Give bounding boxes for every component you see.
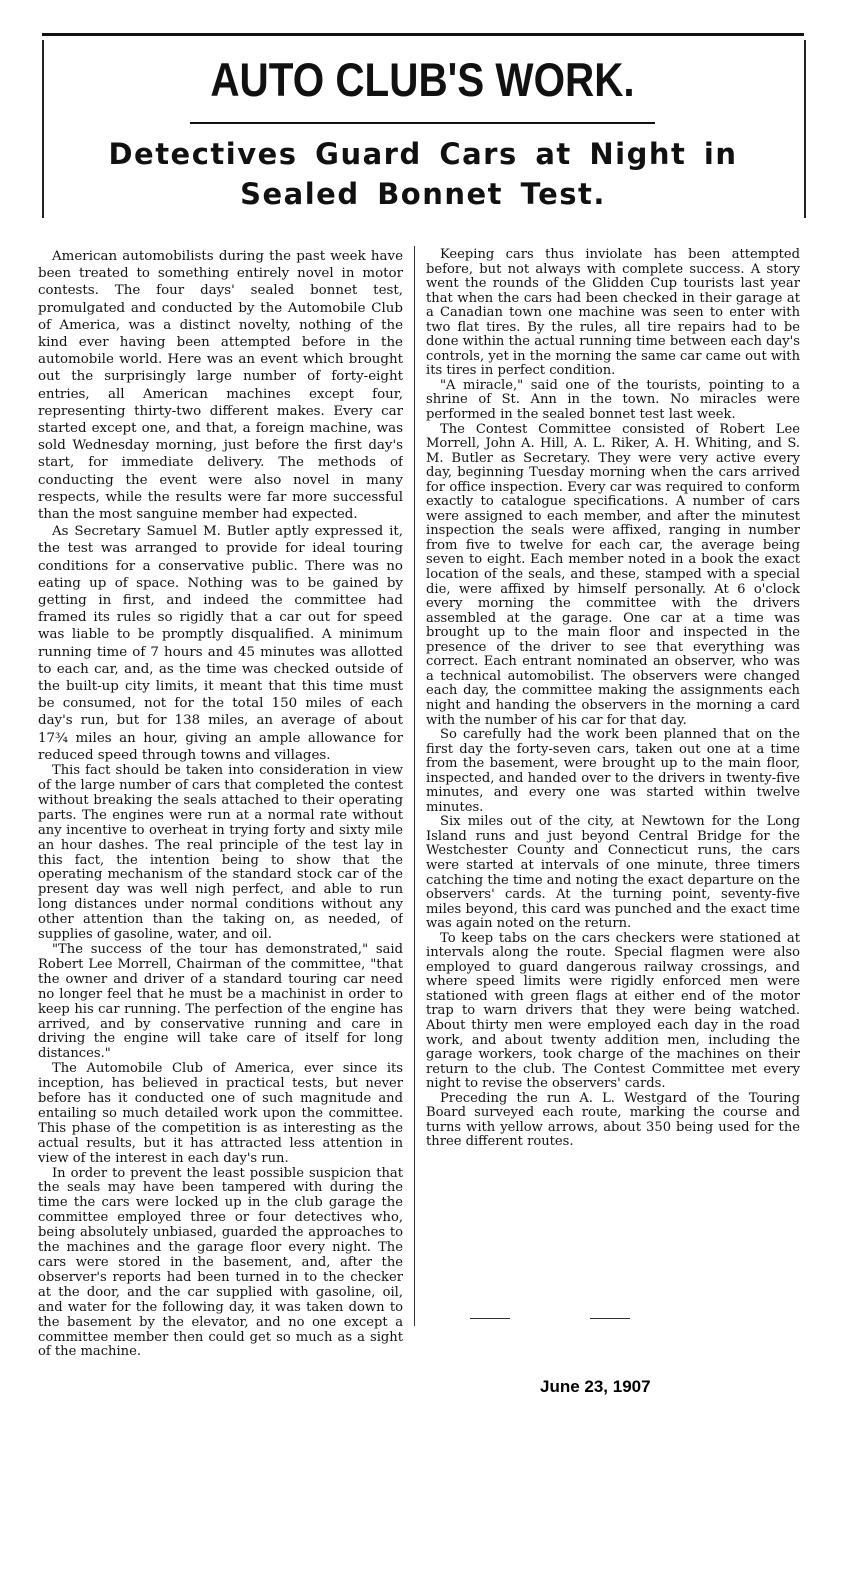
paragraph: "The success of the tour has demonstrated," said Robert Lee Morrell, Chairman of the committee, "that the owner and driver of a standard touring car need no longer feel that he must be a machinist in order to keep his car running. The perfection of the engine has arrived, and by conservative running and care in driving the engine will take care of itself for long distances." <box>38 941 403 1062</box>
article-column-left <box>38 248 403 1573</box>
paragraph: This fact should be taken into consideration in view of the large number of cars that completed the contest without breaking the seals attached to their operating parts. The engines were run at a normal rate without any incentive to overheat in trying forty and sixty mile an hour dashes. The real principle of the test lay in this fact, the intention being to show that the operating mechanism of the standard stock car of the present day was well nigh perfect, and able to run long distances under normal conditions without any other attention than the taking on, as needed, of supplies of gasoline, water, and oil. <box>38 763 403 943</box>
top-rule <box>42 33 804 36</box>
article-column-right <box>426 248 800 1318</box>
paragraph: Keeping cars thus inviolate has been attempted before, but not always with complete success. A story went the rounds of the Glidden Cup tourists last year that when the cars had been checked in their garage at a Canadian town one machine was seen to enter with two flat tires. By the rules, all tire repairs had to be done within the actual running time between each day's controls, yet in the morning the same car came out with its tires in perfect condition. <box>426 248 800 379</box>
paragraph: American automobilists during the past week have been treated to something entirely novel in motor contests. The four days' sealed bonnet test, promulgated and conducted by the Automobile Club of America, was a distinct novelty, nothing of the kind ever having been attempted before in the automobile world. Here was an event which brought out the surprisingly large number of forty-eight entries, all American machines except four, representing thirty-two different makes. Every car started except one, and that, a foreign machine, was sold Wednesday morning, just before the first day's start, for immediate delivery. The methods of conducting the event were also novel in many respects, while the results were far more successful than the most sanguine member had expected. <box>38 249 403 523</box>
paragraph: So carefully had the work been planned that on the first day the forty-seven cars, taken out one at a time from the basement, were brought up to the main floor, inspected, and handed over to the drivers in twenty-five minutes, and every one was started within twelve minutes. <box>426 727 800 815</box>
publication-date: June 23, 1907 <box>540 1377 651 1396</box>
end-rule <box>590 1318 630 1319</box>
paragraph: The Contest Committee consisted of Robert Lee Morrell, John A. Hill, A. L. Riker, A. H. Whiting, and S. M. Butler as Secretary. They were very active every day, beginning Tuesday morning when the cars arrived for office inspection. Every car was required to conform exactly to catalogue specifications. A number of cars were assigned to each member, and after the minutest inspection the seals were affixed, ranging in number from five to twelve for each car, the average being seven to eight. Each member noted in a book the exact location of the seals, and these, stamped with a special die, were affixed by himself personally. At 6 o'clock every morning the committee with the drivers assembled at the garage. One car at a time was brought up to the main floor and inspected in the presence of the driver to see that everything was correct. Each entrant nominated an observer, who was a technical automobilist. The observers were changed each day, the committee making the assignments each night and handing the observers in the morning a card with the number of his car for that day. <box>426 421 800 728</box>
paragraph: As Secretary Samuel M. Butler aptly expressed it, the test was arranged to provide for ideal touring conditions for a conservative public. There was no eating up of space. Nothing was to be gained by getting in first, and indeed the committee had framed its rules so rigidly that a car out for speed was liable to be promptly disqualified. A minimum running time of 7 hours and 45 minutes was allotted to each car, and, as the time was checked outside of the built-up city limits, it meant that this time must be consumed, not for the total 150 miles of each day's run, but for 138 miles, an average of about 17¾ miles an hour, giving an ample allowance for reduced speed through towns and villages. <box>38 524 403 763</box>
paragraph: To keep tabs on the cars checkers were stationed at intervals along the route. Special flagmen were also employed to guard dangerous railway crossings, and where speed limits were rigidly enforced men were stationed with green flags at either end of the motor trap to warn drivers that they were being watched. About thirty men were employed each day in the road work, and about twenty addition men, including the garage workers, took charge of the machines on their return to the club. The Contest Committee met every night to revise the observers' cards. <box>426 930 800 1092</box>
column-divider <box>414 246 415 1326</box>
subheadline: Detectives Guard Cars at Night in Sealed Bonnet Test. <box>108 137 738 211</box>
paragraph: In order to prevent the least possible suspicion that the seals may have been tampered with during the time the cars were locked up in the club garage the committee employed three or four detectives who, being absolutely unbiased, guarded the approaches to the machines and the garage floor every night. The cars were stored in the basement, and, after the observer's reports had been turned in to the checker at the door, and the car supplied with gasoline, oil, and water for the following day, it was taken down to the basement by the elevator, and no one except a committee member then could get so much as a sight of the machine. <box>38 1165 403 1360</box>
paragraph: "A miracle," said one of the tourists, pointing to a shrine of St. Ann in the town. No miracles were performed in the sealed bonnet test last week. <box>426 377 800 423</box>
paragraph: Preceding the run A. L. Westgard of the Touring Board surveyed each route, marking the course and turns with yellow arrows, about 350 being used for the three different routes. <box>426 1090 800 1150</box>
headline-rule <box>190 122 655 124</box>
headline: AUTO CLUB'S WORK. <box>210 53 635 106</box>
paragraph: The Automobile Club of America, ever since its inception, has believed in practical tests, but never before has it conducted one of such magnitude and entailing so much detailed work upon the committee. This phase of the competition is as interesting as the actual results, but it has attracted less attention in view of the interest in each day's run. <box>38 1061 403 1166</box>
end-rule <box>470 1318 510 1319</box>
paragraph: Six miles out of the city, at Newtown for the Long Island runs and just beyond Central Bridge for the Westchester County and Connecticut runs, the cars were started at intervals of one minute, three timers catching the time and noting the exact departure on the observers' cards. At the turning point, seventy-five miles beyond, this card was punched and the exact time was again noted on the return. <box>426 814 800 932</box>
